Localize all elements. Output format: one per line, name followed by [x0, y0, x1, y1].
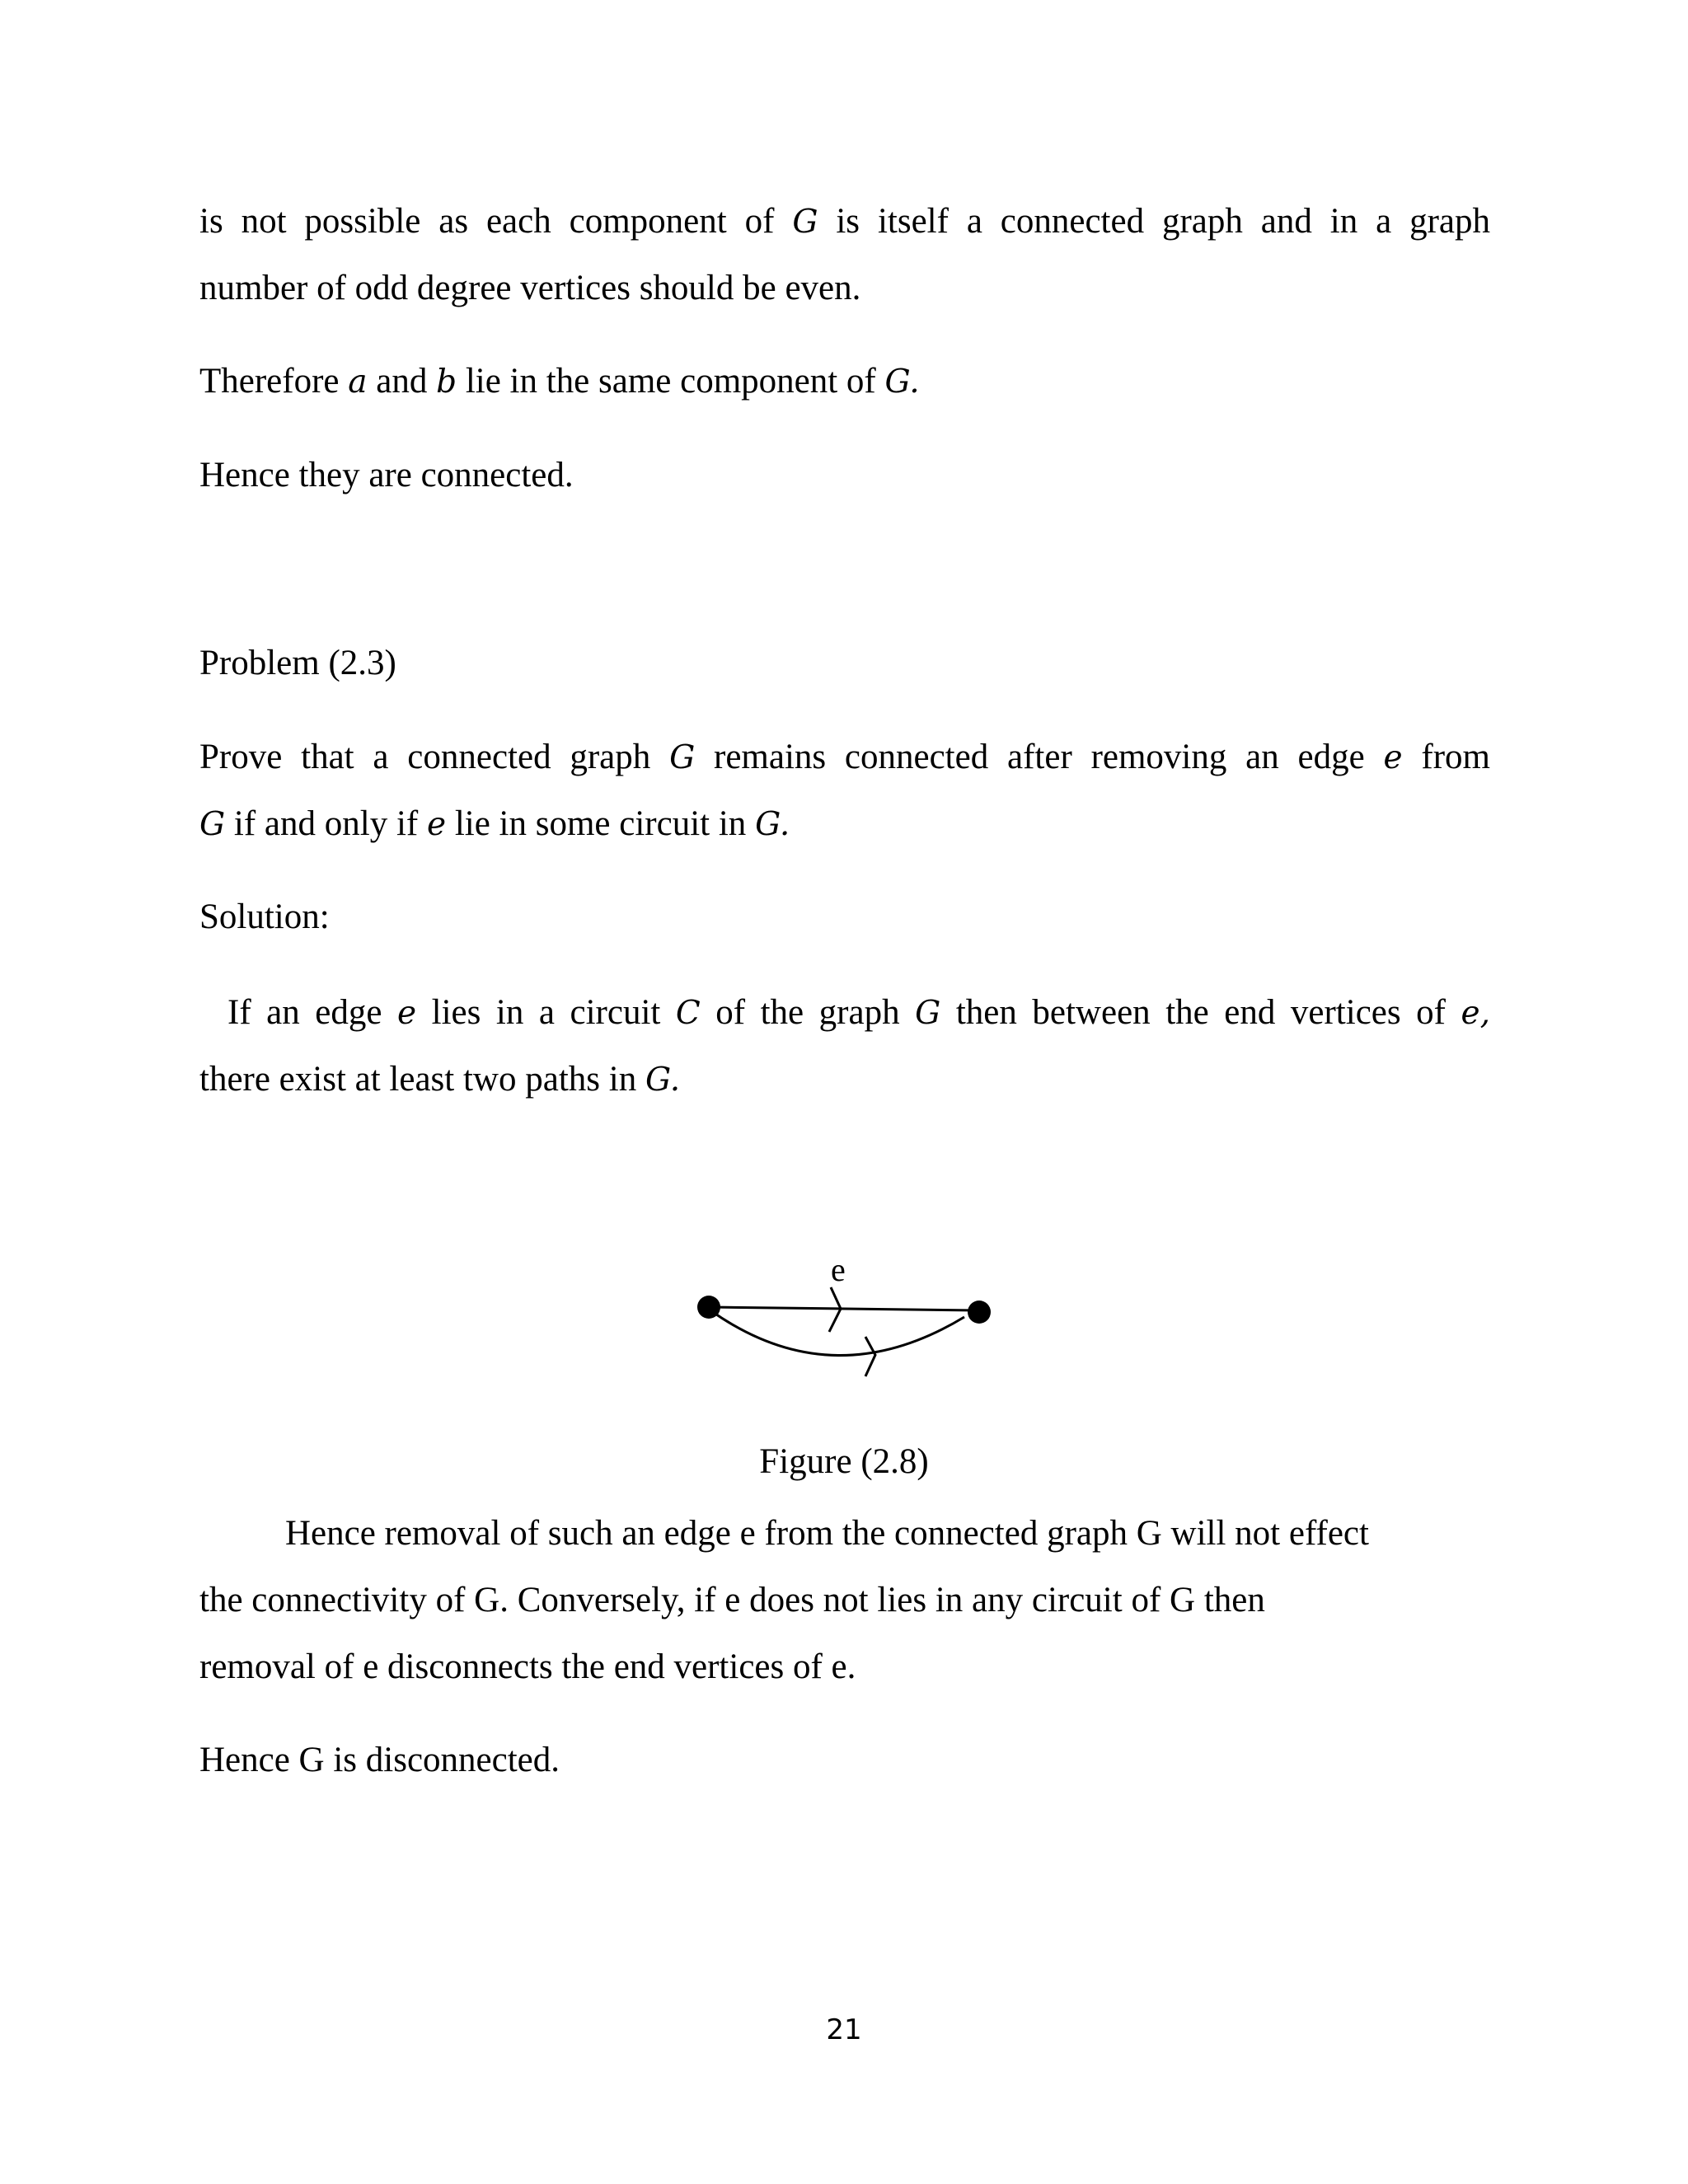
text-run: lies in a circuit: [416, 993, 676, 1032]
text-run: of the graph: [700, 993, 916, 1032]
paragraph-line: the connectivity of G. Conversely, if e does not lies in any circuit of G then: [199, 1581, 1265, 1619]
text-run: lie in the same component of: [457, 362, 885, 401]
arrow-icon: [865, 1337, 875, 1376]
math-symbol: a: [348, 363, 368, 401]
text-run: .: [909, 363, 920, 401]
math-symbol: G: [755, 806, 780, 843]
paragraph-line: Hence G is disconnected.: [199, 1741, 560, 1779]
text-run: from: [1402, 738, 1490, 776]
text-run: .: [669, 1062, 681, 1099]
math-symbol: C: [675, 995, 701, 1032]
text-run: there exist at least two paths in: [199, 1060, 645, 1099]
text-run: and: [367, 362, 437, 401]
vertex: [968, 1301, 991, 1324]
text-run: remains connected after removing an edge: [695, 738, 1384, 776]
solution-label: Solution:: [199, 898, 330, 936]
paragraph-line: [199, 724, 1490, 791]
text-run: Therefore: [199, 362, 349, 401]
figure-caption: Figure (2.8): [759, 1442, 929, 1481]
math-symbol: G: [915, 995, 941, 1032]
math-symbol: b: [436, 363, 457, 401]
math-symbol: G: [669, 739, 696, 776]
paragraph-line: removal of e disconnects the end vertices of e.: [199, 1647, 856, 1686]
paragraph-line: [199, 1046, 1490, 1113]
math-symbol: G: [199, 806, 226, 843]
math-symbol: G: [645, 1062, 670, 1099]
text-run: is itself a connected graph and in a graph: [818, 202, 1490, 241]
text-run: lie in some circuit in: [446, 804, 756, 843]
paragraph-line: Hence they are connected.: [199, 456, 574, 494]
paragraph-line: [199, 188, 1490, 255]
text-run: Prove that a connected graph: [199, 738, 670, 776]
problem-title: Problem (2.3): [199, 644, 396, 682]
text-run: .: [779, 806, 790, 843]
math-symbol: G: [884, 363, 910, 401]
text-run: ,: [1479, 995, 1490, 1032]
text-run: If an edge: [227, 993, 398, 1032]
math-symbol: e: [1461, 995, 1480, 1032]
math-symbol: e: [426, 806, 447, 843]
text-run: then between the end vertices of: [940, 993, 1461, 1032]
paragraph-line: [199, 348, 1490, 415]
paragraph-line: number of odd degree vertices should be even.: [199, 269, 861, 307]
edge-label: e: [831, 1253, 846, 1288]
math-symbol: G: [792, 204, 818, 241]
math-symbol: e: [397, 995, 417, 1032]
paragraph-line: Hence removal of such an edge e from the connected graph G will not effect: [285, 1514, 1369, 1553]
text-run: if and only if: [225, 804, 427, 843]
paragraph-line: [199, 790, 1490, 858]
text-run: is not possible as each component of: [199, 202, 793, 241]
vertex: [697, 1296, 720, 1319]
page-number: 21: [826, 2013, 862, 2046]
math-symbol: e: [1383, 739, 1403, 776]
paragraph-line: [199, 979, 1490, 1047]
graph-figure: [684, 1253, 1014, 1418]
straight-edge: [710, 1307, 978, 1310]
